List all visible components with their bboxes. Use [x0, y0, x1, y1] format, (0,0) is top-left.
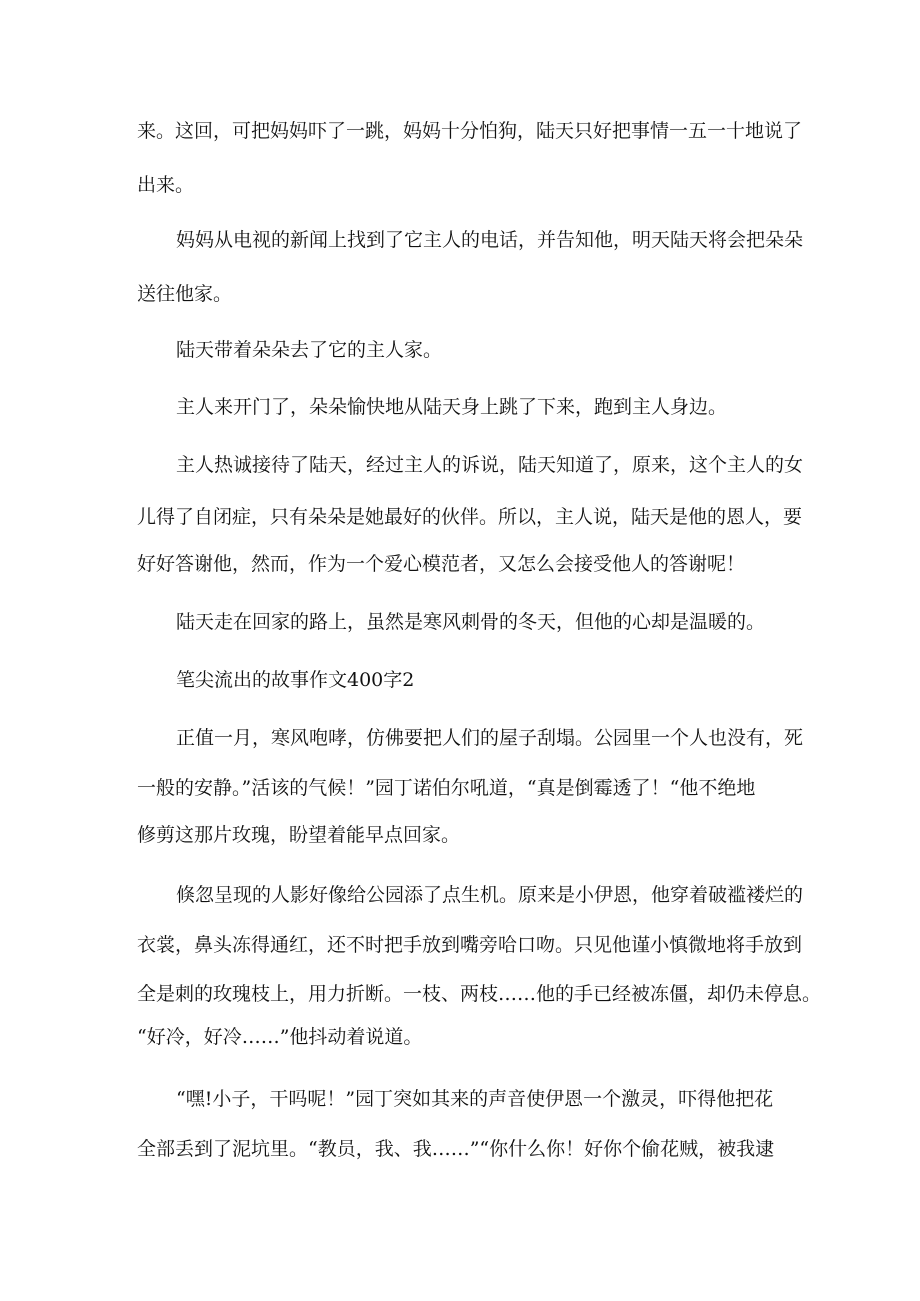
text-line: 倏忽呈现的人影好像给公园添了点生机。原来是小伊恩，他穿着破褴褛烂的	[176, 884, 804, 906]
text-line: 好好答谢他，然而，作为一个爱心模范者，又怎么会接受他人的答谢呢！	[137, 553, 746, 575]
text-line: “嘿!小子，干吗呢！”园丁突如其来的声音使伊恩一个激灵，吓得他把花	[176, 1088, 774, 1110]
text-line: 主人热诚接待了陆天，经过主人的诉说，陆天知道了，原来，这个主人的女	[176, 454, 804, 476]
text-line: 正值一月，寒风咆哮，仿佛要把人们的屋子刮塌。公园里一个人也没有，死	[176, 727, 804, 749]
text-line: 主人来开门了，朵朵愉快地从陆天身上跳了下来，跑到主人身边。	[176, 396, 728, 418]
text-line: 妈妈从电视的新闻上找到了它主人的电话，并告知他，明天陆天将会把朵朵	[176, 229, 804, 251]
text-line: 陆天走在回家的路上，虽然是寒风刺骨的冬天，但他的心却是温暖的。	[176, 611, 766, 633]
text-line: 出来。	[137, 174, 195, 196]
text-line: “好冷，好冷……”他抖动着说道。	[137, 1026, 423, 1048]
text-line: 全是刺的玫瑰枝上，用力折断。一枝、两枝……他的手已经被冻僵，却仍未停息。	[137, 983, 822, 1005]
text-line: 修剪这那片玫瑰，盼望着能早点回家。	[137, 824, 461, 846]
text-line: 送往他家。	[137, 283, 233, 305]
text-line: 衣裳，鼻头冻得通红，还不时把手放到嘴旁哈口吻。只见他谨小慎微地将手放到	[137, 934, 803, 956]
text-line: 全部丢到了泥坑里。“教员，我、我……”“你什么你！好你个偷花贼，被我逮	[137, 1138, 775, 1160]
section-title: 笔尖流出的故事作文400字2	[176, 669, 415, 691]
text-line: 儿得了自闭症，只有朵朵是她最好的伙伴。所以，主人说，陆天是他的恩人，要	[137, 506, 803, 528]
text-line: 陆天带着朵朵去了它的主人家。	[176, 339, 443, 361]
text-line: 一般的安静。”活该的气候！”园丁诺伯尔吼道，“真是倒霉透了！“他不绝地	[137, 777, 756, 799]
text-line: 来。这回，可把妈妈吓了一跳，妈妈十分怕狗，陆天只好把事情一五一十地说了	[137, 120, 803, 142]
